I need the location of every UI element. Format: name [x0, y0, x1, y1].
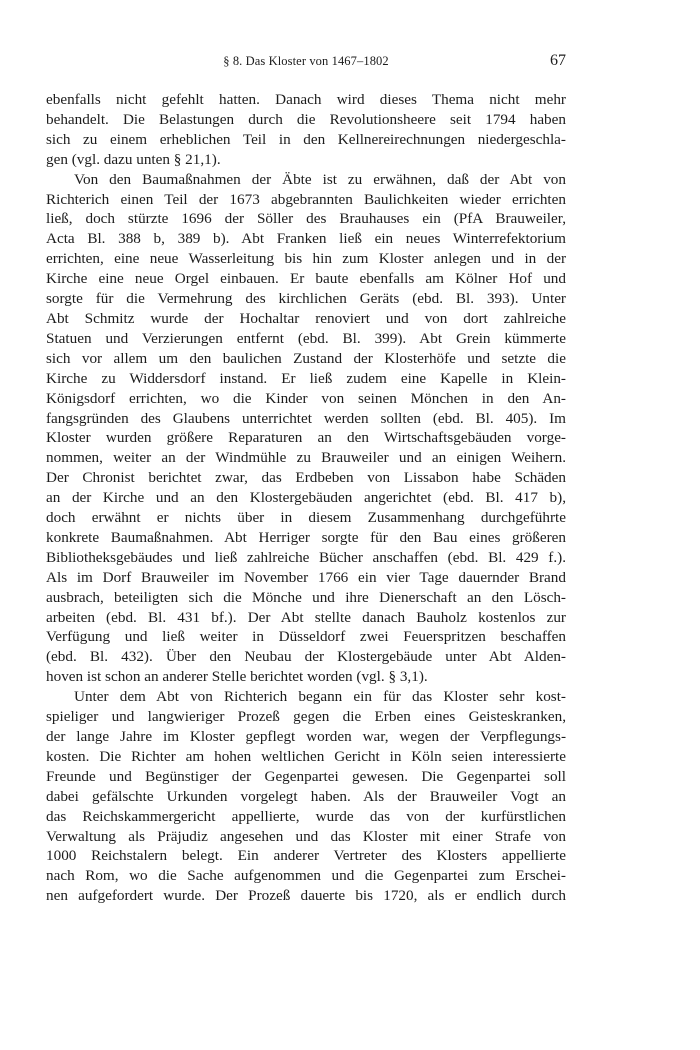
text-line: ebenfalls nicht gefehlt hatten. Danach wird dieses Thema nicht mehr — [46, 91, 566, 108]
text-line: (ebd. Bl. 432). Über den Neubau der Klostergebäude unter Abt Alden- — [46, 648, 566, 666]
body-text — [46, 90, 566, 906]
text-line: ließ, doch stürzte 1696 der Söller des Brauhauses ein (PfA Brauweiler, — [46, 210, 566, 228]
text-line: hoven ist schon an anderer Stelle berichtet worden (vgl. § 3,1). — [46, 668, 428, 686]
running-header — [46, 52, 566, 72]
text-line: 1000 Reichstalern belegt. Ein anderer Vertreter des Klosters appellierte — [46, 847, 566, 865]
text-line: arbeiten (ebd. Bl. 431 bf.). Der Abt stellte danach Bauholz kostenlos zur — [46, 608, 566, 626]
text-line: Unter dem Abt von Richterich begann ein für das Kloster sehr kost- — [74, 688, 566, 706]
text-line: errichten, eine neue Wasserleitung bis hin zum Kloster anlegen und in der — [46, 250, 566, 268]
paragraph-2 — [46, 170, 566, 688]
text-line: Abt Schmitz wurde der Hochaltar renoviert und von dort zahlreiche — [46, 309, 566, 327]
text-line: Verfügung und ließ weiter in Düsseldorf zwei Feuerspritzen beschaffen — [46, 628, 566, 646]
text-line: konkrete Baumaßnahmen. Abt Herriger sorgte für den Bau eines größeren — [46, 528, 566, 546]
text-line: Der Chronist berichtet zwar, das Erdbeben von Lissabon habe Schäden — [46, 469, 566, 487]
text-line: fangsgründen des Glaubens unterrichtet werden sollten (ebd. Bl. 405). Im — [46, 409, 566, 427]
text-line: Kirche zu Widdersdorf instand. Er ließ zudem eine Kapelle in Klein- — [46, 369, 566, 387]
text-line: Bibliotheksgebäudes und ließ zahlreiche Bücher anschaffen (ebd. Bl. 429 f.). — [46, 548, 566, 566]
running-title: § 8. Das Kloster von 1467–1802 — [223, 54, 389, 68]
text-line: nen aufgefordert wurde. Der Prozeß dauerte bis 1720, als er endlich durch — [46, 887, 566, 905]
text-line: Verwaltung als Präjudiz angesehen und das Kloster mit einer Strafe von — [46, 827, 566, 845]
text-line: behandelt. Die Belastungen durch die Revolutionsheere seit 1794 haben — [46, 110, 566, 128]
text-line: kosten. Die Richter am hohen weltlichen Gericht in Köln seien interessierte — [46, 747, 566, 765]
text-line: spieliger und langwieriger Prozeß gegen die Erben eines Geisteskranken, — [46, 708, 566, 726]
text-line: Von den Baumaßnahmen der Äbte ist zu erwähnen, daß der Abt von — [74, 170, 566, 188]
text-line: das Reichskammergericht appellierte, wurde das von der kurfürstlichen — [46, 807, 566, 825]
text-line: der lange Jahre im Kloster gepflegt worden war, wegen der Verpflegungs- — [46, 728, 566, 745]
page-number: 67 — [550, 52, 566, 69]
text-line: nommen, weiter an der Windmühle zu Brauweiler und an einigen Weihern. — [46, 449, 566, 467]
text-line: sich zu einem erheblichen Teil in den Kellnereirechnungen niedergeschla- — [46, 130, 566, 148]
text-line: sich vor allem um den baulichen Zustand der Klosterhöfe und setzte die — [46, 349, 566, 367]
text-line: doch erwähnt er nichts über in diesem Zusammenhang durchgeführte — [46, 509, 566, 527]
text-line: Kloster wurden größere Reparaturen an den Wirtschaftsgebäuden vorge- — [46, 429, 566, 447]
text-line: nach Rom, wo die Sache aufgenommen und die Gegenpartei zum Erschei- — [46, 867, 566, 885]
text-line: Statuen und Verzierungen entfernt (ebd. Bl. 399). Abt Grein kümmerte — [46, 329, 566, 347]
text-line: ausbrach, beteiligten sich die Mönche und ihre Dienerschaft an den Lösch- — [46, 588, 566, 606]
paragraph-1 — [46, 90, 566, 170]
text-line: gen (vgl. dazu unten § 21,1). — [46, 150, 221, 168]
text-line: Freunde und Begünstiger der Gegenpartei gewesen. Die Gegenpartei soll — [46, 767, 566, 785]
text-line: Acta Bl. 388 b, 389 b). Abt Franken ließ ein neues Winterrefektorium — [46, 230, 566, 248]
text-line: an der Kirche und an den Klostergebäuden angerichtet (ebd. Bl. 417 b), — [46, 489, 566, 507]
paragraph-3 — [46, 687, 566, 906]
text-line: Kirche eine neue Orgel einbauen. Er baute ebenfalls am Kölner Hof und — [46, 270, 566, 288]
text-line: Richterich einen Teil der 1673 abgebrannten Baulichkeiten wieder errichten — [46, 190, 566, 208]
text-line: Königsdorf errichten, wo die Kinder von seinen Mönchen in den An- — [46, 389, 566, 407]
text-line: Als im Dorf Brauweiler im November 1766 ein vier Tage dauernder Brand — [46, 568, 566, 586]
text-line: dabei gefälschte Urkunden vorgelegt haben. Als der Brauweiler Vogt an — [46, 787, 566, 805]
text-line: sorgte für die Vermehrung des kirchlichen Geräts (ebd. Bl. 393). Unter — [46, 290, 566, 308]
